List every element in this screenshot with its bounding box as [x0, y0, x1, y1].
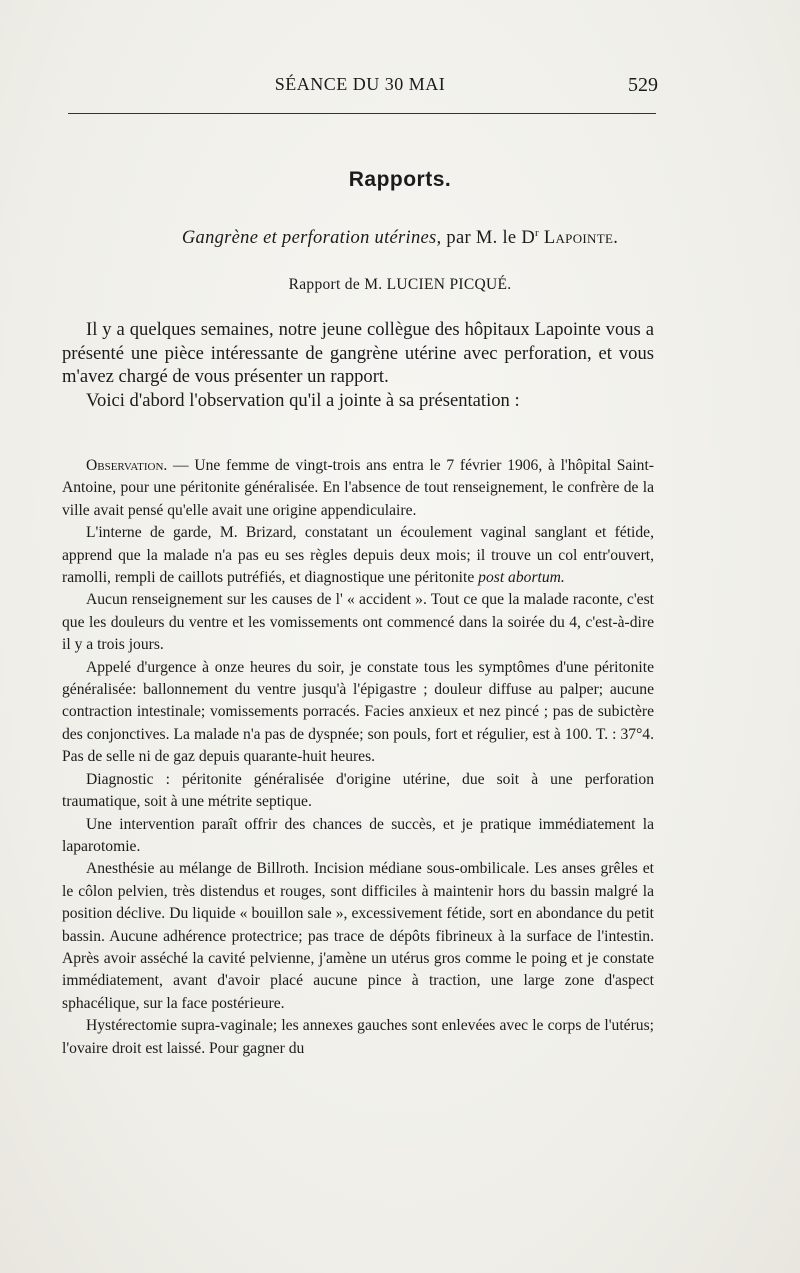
- observation-paragraph: [62, 522, 654, 589]
- intro-text: [62, 318, 654, 413]
- running-head: [62, 74, 658, 104]
- page-number: 529: [628, 74, 658, 96]
- article-title-italic: Gangrène et perforation utérines,: [181, 228, 442, 248]
- observation-paragraph: Hystérectomie supra-vaginale; les annexes gauches sont enlevées avec le corps de l'utérus; l'ovaire droit est laissé. Pour gagner du: [62, 1017, 654, 1057]
- observation-p1-rest: — Une femme de vingt-trois ans entra le 7 février 1906, à l'hôpital Saint-Antoine, pour une péritonite généralisée. En l'absence de tout renseignement, le confrère de la ville avait pensé qu'elle avait une origine appendiculaire.: [62, 457, 654, 519]
- observation-p2-start: L'interne de garde, M. Brizard, constatant un écoulement vaginal sanglant et fétide, apprend que la malade n'a pas eu ses règles depuis deux mois; il trouve un col entr'ouvert, ramolli, rempli de caillots putréfiés, et diagnostique une péritonite: [62, 524, 654, 587]
- observation-paragraph: Appelé d'urgence à onze heures du soir, je constate tous les symptômes d'une péritonite généralisée: ballonnement du ventre jusqu'à l'épigastre ; douleur diffuse au palper; aucune contraction intestinale; vomissements porracés. Facies anxieux et nez pincé ; pas de subictère des conjonctives. La malade n'a pas de dyspnée; son pouls, fort et régulier, est à 100. T. : 37°4. Pas de selle ni de gaz depuis quarante-huit heures.: [62, 658, 654, 766]
- article-title: [0, 228, 800, 249]
- report-byline: Rapport de M. LUCIEN PICQUÉ.: [288, 276, 512, 293]
- intro-paragraph: Il y a quelques semaines, notre jeune collègue des hôpitaux Lapointe vous a présenté une pièce intéressante de gangrène utérine avec perforation, et vous m'avez chargé de vous présenter un rapport.: [62, 319, 654, 388]
- article-author: Lapointe.: [538, 228, 619, 248]
- running-head-title: SÉANCE DU 30 MAI: [274, 74, 446, 94]
- observation-paragraph: Anesthésie au mélange de Billroth. Incision médiane sous-ombilicale. Les anses grêles et le côlon pelvien, très distendus et rouges, sont difficiles à maintenir hors du bassin malgré la position déclive. Du liquide « bouillon sale », excessivement fétide, sort en abondance du petit bassin. Aucune adhérence protectrice; pas trace de dépôts fibrineux à la surface de l'intestin. Après avoir asséché la cavité pelvienne, j'amène un utérus gros comme le poing et je constate immédiatement, avant d'avoir placé aucune pince à traction, une large zone d'aspect sphacélique, sur la face postérieure.: [62, 860, 654, 1012]
- observation-paragraph: Diagnostic : péritonite généralisée d'origine utérine, due soit à une perforation traumatique, soit à une métrite septique.: [62, 770, 654, 811]
- observation-paragraph: Aucun renseignement sur les causes de l' « accident ». Tout ce que la malade raconte, c'est que les douleurs du ventre et les vomissements ont commencé dans la soirée du 4, c'est-à-dire il y a trois jours.: [62, 591, 654, 654]
- observation-p2-italic: post abortum.: [478, 569, 565, 587]
- article-title-by: par M. le D: [441, 228, 535, 248]
- observation-paragraph: [62, 455, 654, 522]
- observation-lead: Observation.: [86, 457, 168, 474]
- observation-text: [62, 455, 654, 1060]
- intro-paragraph: Voici d'abord l'observation qu'il a jointe à sa présentation :: [86, 390, 520, 412]
- observation-paragraph: Une intervention paraît offrir des chances de succès, et je pratique immédiatement la laparotomie.: [62, 815, 654, 855]
- header-rule: [68, 113, 656, 114]
- article-title-sup: r: [535, 226, 539, 239]
- section-title: Rapports.: [348, 168, 452, 191]
